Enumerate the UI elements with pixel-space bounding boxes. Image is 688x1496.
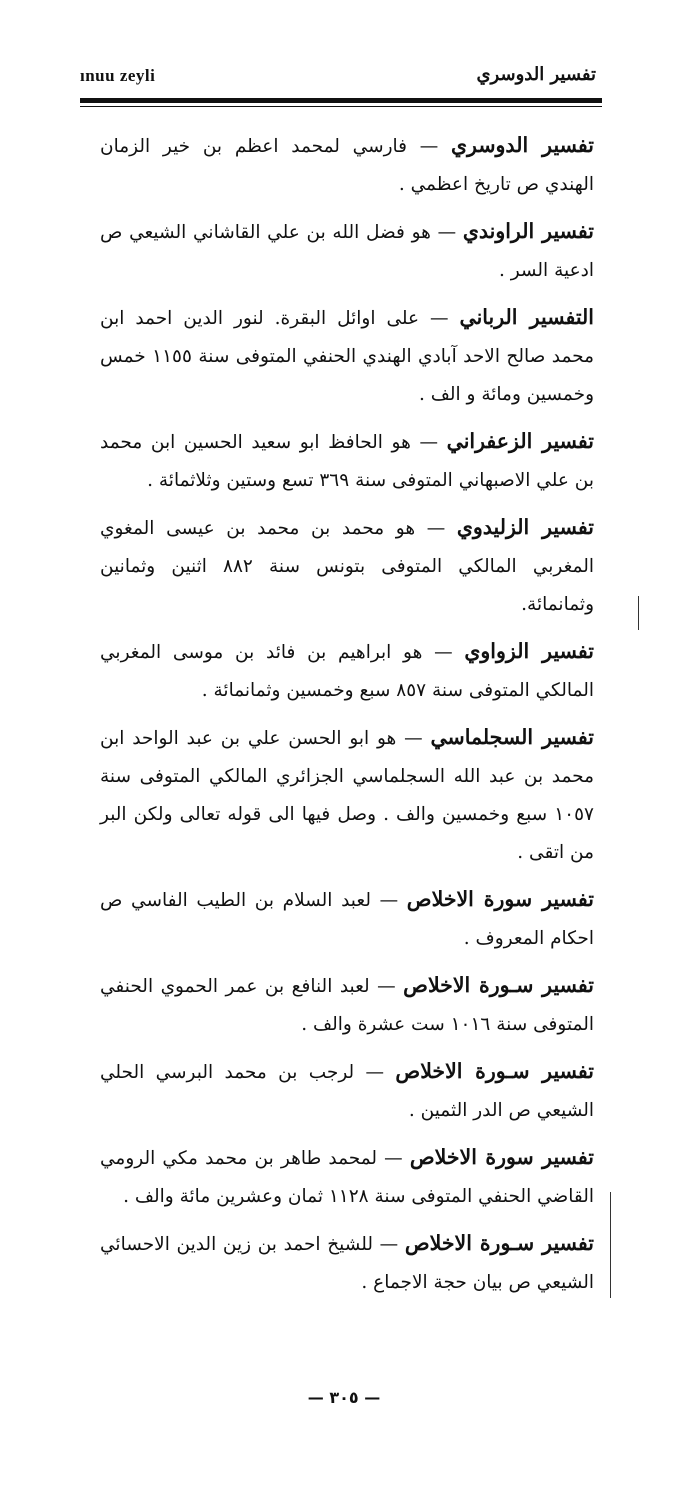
entry xyxy=(100,126,594,204)
entry-title: تفسير الدوسري xyxy=(451,133,594,157)
entry xyxy=(100,422,594,500)
running-header-left: ınuu zeyli xyxy=(80,66,156,85)
entry xyxy=(100,880,594,958)
entry-text: — فارسي لمحمد اعظم بن خير الزمان الهندي ص تاريخ اعظمي . xyxy=(100,136,594,195)
entry-title: تفسير سـورة الاخلاص xyxy=(395,1059,595,1083)
entry xyxy=(100,212,594,290)
header-rule-thick xyxy=(80,98,602,103)
entry-text: — لعبد النافع بن عمر الحموي الحنفي المتوفى سنة ١٠١٦ ست عشرة والف . xyxy=(100,976,594,1035)
entry-text: — على اوائل البقرة. لنور الدين احمد ابن محمد صالح الاحد آبادي الهندي الحنفي المتوفى سنة ١١٥٥ خمس وخمسين ومائة و الف . xyxy=(100,308,594,405)
entry-title: تفسير الزواوي xyxy=(464,639,594,663)
margin-mark xyxy=(638,596,639,630)
entry-title: تفسير الزعفراني xyxy=(446,429,594,453)
entry-text: — هو فضل الله بن علي القاشاني الشيعي ص ادعية السر . xyxy=(100,222,594,281)
entry-text: — هو محمد بن محمد بن عيسى المغوي المغربي المالكي المتوفى بتونس سنة ٨٨٢ اثنين وثمانين وثمانمائة. xyxy=(100,518,595,615)
running-header-right: تفسير الدوسري xyxy=(476,64,596,85)
header-rule-thin xyxy=(80,106,602,107)
entry-text: — لرجب بن محمد البرسي الحلي الشيعي ص الدر الثمين . xyxy=(100,1062,594,1121)
entry-text: — للشيخ احمد بن زين الدين الاحسائي الشيعي ص بيان حجة الاجماع . xyxy=(100,1234,594,1293)
dictionary-entries xyxy=(100,126,594,1310)
entry-text: — لمحمد طاهر بن محمد مكي الرومي القاضي الحنفي المتوفى سنة ١١٢٨ ثمان وعشرين مائة والف . xyxy=(100,1148,594,1207)
entry-title: تفسير الراوندي xyxy=(462,219,595,243)
entry xyxy=(100,1138,594,1216)
entry-text: — هو ابو الحسن علي بن عبد الواحد ابن محمد بن عبد الله السجلماسي الجزائري المالكي المتوفى سنة ١٠٥٧ سبع وخمسين والف . وصل فيها الى قوله تعالى ولكن البر من اتقى . xyxy=(100,728,594,863)
entry-title: تفسير سـورة الاخلاص xyxy=(404,1231,595,1255)
entry-text: — هو الحافظ ابو سعيد الحسين ابن محمد بن علي الاصبهاني المتوفى سنة ٣٦٩ تسع وستين وثلاثمائة . xyxy=(100,432,594,491)
entry-title: تفسير سورة الاخلاص xyxy=(409,1145,594,1169)
entry xyxy=(100,1052,594,1130)
entry xyxy=(100,632,594,710)
entry xyxy=(100,718,594,872)
entry-title: تفسير سـورة الاخلاص xyxy=(403,973,594,997)
entry-title: التفسير الرباني xyxy=(459,305,594,329)
entry-title: تفسير السجلماسي xyxy=(430,725,594,749)
entry-text: — لعبد السلام بن الطيب الفاسي ص احكام المعروف . xyxy=(100,890,594,949)
entry-title: تفسير سورة الاخلاص xyxy=(406,887,594,911)
entry xyxy=(100,966,594,1044)
page-number: — ٣٠٥ — xyxy=(307,1388,381,1407)
entry-text: — هو ابراهيم بن فائد بن موسى المغربي المالكي المتوفى سنة ٨٥٧ سبع وخمسين وثمانمائة . xyxy=(100,642,594,701)
entry-title: تفسير الزليدوي xyxy=(456,515,594,539)
margin-mark xyxy=(610,1192,611,1298)
entry xyxy=(100,298,594,414)
entry xyxy=(100,1224,594,1302)
entry xyxy=(100,508,594,624)
